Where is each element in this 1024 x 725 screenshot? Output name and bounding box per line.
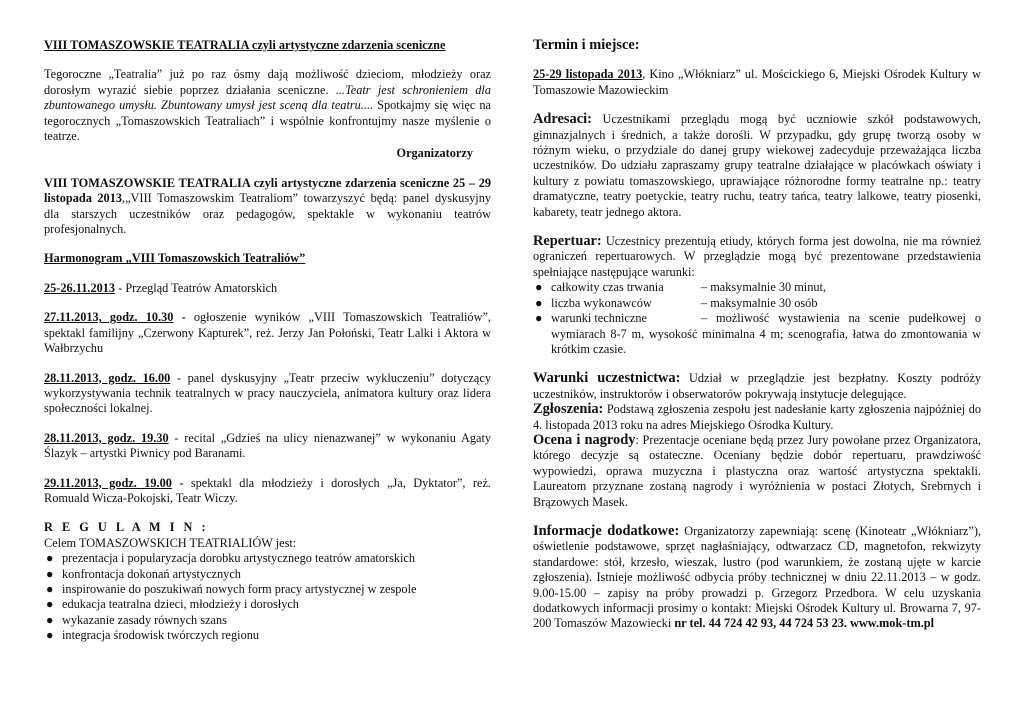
list-item: ● integracja środowisk twórczych regionu	[46, 628, 260, 643]
termin-date: 25-29 listopada 2013	[533, 67, 643, 82]
signature: Organizatorzy	[396, 146, 473, 161]
right-column	[533, 38, 981, 646]
informacje-paragraph	[533, 524, 981, 632]
event-separator: -	[170, 370, 188, 385]
overview-text: ,„VIII Tomaszowskim Teatraliom” towarzyszyć będą: panel dyskusyjny dla starszych uczestników oraz pedagogów, spektakle w wykonaniu teatrów profesjonalnych.	[44, 191, 491, 237]
bullet-icon: ●	[535, 295, 543, 310]
event-separator: -	[115, 280, 126, 295]
zgloszenia-paragraph	[533, 402, 981, 433]
list-item: ● prezentacja i popularyzacja dorobku artystycznego teatrów amatorskich	[46, 551, 416, 566]
overview-dates: 25 – 29 listopada 2013	[44, 175, 492, 206]
list-item: ● całkowity czas trwania – maksymalnie 30 minut,	[535, 280, 827, 295]
intro-paragraph	[44, 67, 491, 144]
informacje-text: Organizatorzy zapewniają: scenę (Kinoteatr „Włókniarz”), oświetlenie podstawowe, sprzęt nagłaśniający, odtwarzacz CD, magnetofon, rekwizyty standardowe: stół, krzesło, wieszak, lustro (pod warunkiem, że zostaną ujęte w karcie zgłoszenia). Istnieje możliwość odbycia próby technicznej w dniu 22.11.2013 – w godz. 9.00-15.00 – zapisy na próby prowadzi p. Grzegorz Przedbora. W celu uzyskania dodatkowych informacji prosimy o kontakt: Miejski Ośrodek Kultury ul. Browarna 7, 97-200 Tomaszów Mazowiecki	[533, 523, 981, 631]
goals-list	[44, 551, 491, 643]
event-text: ogłoszenie wyników „VIII Tomaszowskich Teatraliów”, spektakl familijny „Czerwony Kapturek”, reż. Jerzy Jan Połoński, Teatr Lalki i Aktora w Wałbrzychu	[44, 310, 491, 356]
bullet-icon: ●	[46, 628, 54, 643]
event-item	[44, 281, 491, 296]
repertuar-label: Repertuar:	[533, 233, 602, 250]
event-separator: -	[173, 310, 194, 325]
intro-text-a: Tegoroczne „Teatralia” już po raz ósmy dają możliwość dzieciom, młodzieży oraz dorosłym wyrazić siebie poprzez działania sceniczne.	[44, 67, 491, 97]
event-date: 28.11.2013, godz. 19.30	[44, 430, 169, 445]
termin-title: Termin i miejsce:	[533, 37, 640, 53]
event-item	[44, 476, 491, 507]
warunki-paragraph	[533, 371, 981, 402]
regulamin-intro: Celem TOMASZOWSKICH TEATRIALIÓW jest:	[44, 535, 297, 550]
adresaci-label: Adresaci:	[533, 111, 592, 128]
list-item: ● wykazanie zasady równych szans	[46, 612, 227, 627]
ocena-text: : Prezentacje oceniane będą przez Jury powołane przez Organizatora, którego decyzje są ostateczne. Oceniany będzie dobór repertuaru, prawdziwość wypowiedzi, oprawa muzyczna i plastyczna oraz wartość artystyczna spektakli. Laureatom przyznane zostaną nagrody i wyróżnienia w postaci Złotych, Srebrnych i Brązowych Masek.	[533, 432, 981, 509]
zgloszenia-text: Podstawą zgłoszenia zespołu jest nadesłanie karty zgłoszenia najpóźniej do 4. listopada 2013 roku na adres Miejskiego Ośrodka Kultury.	[533, 402, 981, 432]
list-item: ● edukacja teatralna dzieci, młodzieży i dorosłych	[46, 597, 299, 612]
event-text: spektakl dla młodzieży i dorosłych „Ja, Dyktator”, reż. Romuald Wicza-Pokojski, Teatr Wiczy.	[44, 475, 491, 505]
list-item: ● konfrontacja dokonań artystycznych	[46, 566, 241, 581]
event-item	[44, 431, 491, 462]
conditions-list	[533, 280, 981, 357]
bullet-icon: ●	[46, 612, 54, 627]
regulamin-title: R E G U L A M I N :	[44, 520, 209, 535]
ocena-label: Ocena i nagrody	[533, 431, 636, 448]
adresaci-paragraph	[533, 112, 981, 220]
event-text: Przegląd Teatrów Amatorskich	[125, 280, 278, 295]
event-separator: -	[168, 430, 185, 445]
event-text: panel dyskusyjny „Teatr przeciw wykluczeniu” dotyczący wykorzystywania technik teatralnych w pracy nauczyciela, animatora kultury oraz lidera społeczności lokalnej.	[44, 370, 491, 416]
event-item	[44, 371, 491, 417]
bullet-icon: ●	[535, 280, 543, 295]
intro-text-b: Spotkajmy się więc na tegorocznych „Tomaszowskich Teatraliach” i wspólnie konfrontujmy nasze myślenie o teatrze.	[44, 98, 491, 144]
warunki-text: Udział w przeglądzie jest bezpłatny. Koszty podróży uczestników, instruktorów i obserwatorów pokrywają instytucje delegujące.	[533, 371, 981, 401]
repertuar-text: Uczestnicy prezentują etiudy, których forma jest dowolna, nie ma również ograniczeń repertuarowych. W przeglądzie mogą być prezentowane przedstawienia spełniające następujące warunki:	[533, 234, 981, 279]
festival-title: VIII TOMASZOWSKIE TEATRALIA czyli artystyczne zdarzenia sceniczne	[44, 38, 446, 52]
termin-paragraph	[533, 67, 981, 98]
list-item: ● inspirowanie do poszukiwań nowych form pracy artystycznej w zespole	[46, 581, 417, 596]
overview-title: VIII TOMASZOWSKIE TEATRALIA czyli artystyczne zdarzenia sceniczne	[44, 175, 450, 190]
list-item: ● liczba wykonawców – maksymalnie 30 osób	[535, 295, 818, 310]
event-text: recital „Gdzieś na ulicy nienazwanej” w wykonaniu Agaty Ślazyk – artystki Piwnicy pod Baranami.	[44, 430, 492, 461]
event-date: 25-26.11.2013	[44, 280, 116, 295]
left-column	[44, 38, 491, 644]
termin-text: , Kino „Włókniarz” ul. Mościckiego 6, Miejski Ośrodek Kultury w Tomaszowie Mazowieckim	[533, 67, 981, 97]
event-date: 29.11.2013, godz. 19.00	[44, 475, 172, 490]
zgloszenia-label: Zgłoszenia:	[533, 401, 604, 418]
event-item	[44, 310, 491, 356]
bullet-icon: ●	[46, 581, 54, 596]
bullet-icon: ●	[46, 551, 54, 566]
contact-info: nr tel. 44 724 42 93, 44 724 53 23. www.mok-tm.pl	[674, 616, 935, 631]
repertuar-paragraph	[533, 234, 981, 280]
bullet-icon: ●	[535, 311, 543, 326]
overview-paragraph	[44, 176, 491, 238]
adresaci-text: Uczestnikami przeglądu mogą być uczniowie szkół podstawowych, gimnazjalnych i średnich, a także dorośli. W przypadku, gdy grupę tworzą osoby w różnym wieku, o przydziale do danej grupy wiekowej zadecyduje przeważająca liczba uczestników. Do udziału zapraszamy grupy teatralne działające w placówkach oświaty i kultury z powiatu tomaszowskiego, uprawiające różnorodne formy teatralne np.: teatry dramatyczne, teatry poetyckie, teatry ruchu, teatry tańca, teatry lalkowe, teatry piosenki, kabarety, teatr jednego aktora.	[533, 112, 981, 219]
bullet-icon: ●	[46, 566, 54, 581]
harmonogram-title: Harmonogram „VIII Tomaszowskich Teatraliów”	[44, 251, 306, 266]
list-item: ● warunki techniczne – możliwość wystawienia na scenie pudełkowej o wymiarach 8-7 m, wysokość minimalna 4 m; scenografia, łatwa do zmontowania w krótkim czasie.	[535, 311, 981, 356]
event-separator: -	[171, 475, 191, 490]
event-date: 27.11.2013, godz. 10.30	[44, 310, 174, 325]
event-date: 28.11.2013, godz. 16.00	[44, 370, 171, 385]
bullet-icon: ●	[46, 597, 54, 612]
repertuar-section	[533, 234, 981, 357]
warunki-label: Warunki uczestnictwa:	[533, 370, 681, 387]
ocena-paragraph	[533, 433, 981, 510]
informacje-label: Informacje dodatkowe:	[533, 522, 680, 539]
intro-quote: ...Teatr jest schronieniem dla zbuntowanego umysłu. Zbuntowany umysł jest sceną dla teatru....	[44, 82, 491, 113]
